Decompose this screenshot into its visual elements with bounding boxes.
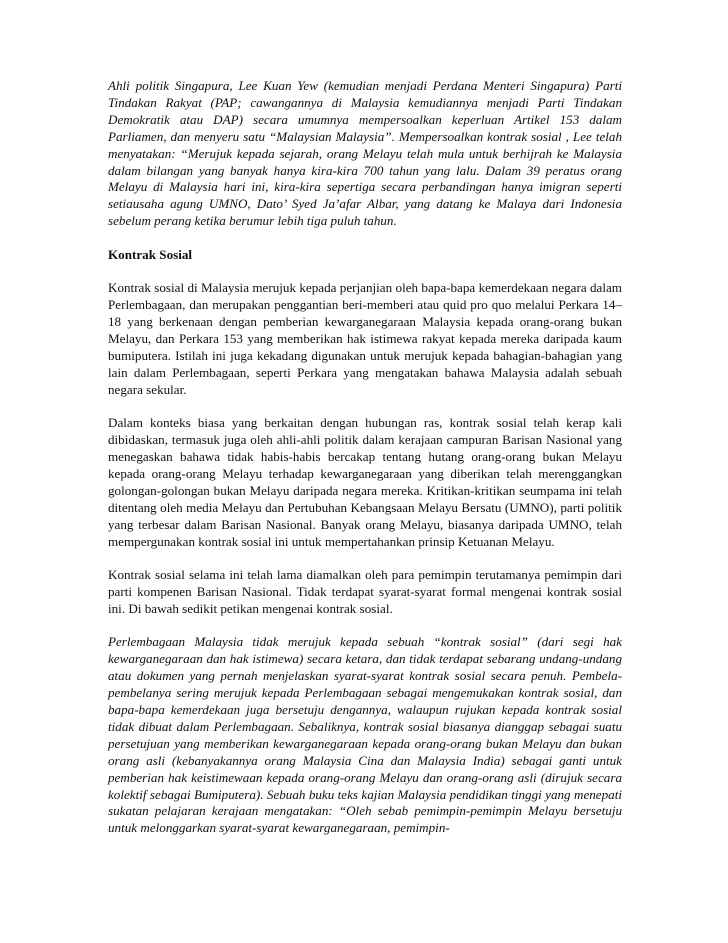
paragraph-definition: Kontrak sosial di Malaysia merujuk kepada perjanjian oleh bapa-bapa kemerdekaan negara dalam Perlembagaan, dan merupakan penggantian beri-memberi atau quid pro quo melalui Perkara 14–18 yang berkenaan dengan pemberian kewarganegaraan Malaysia kepada orang-orang bukan Melayu, dan Perkara 153 yang memberikan hak istimewa rakyat kepada mereka daripada kaum bumiputera. Istilah ini juga kekadang digunakan untuk merujuk kepada bahagian-bahagian yang lain dalam Perlembagaan, seperti Perkara yang mengatakan bahawa Malaysia adalah sebuah negara sekular. bbox=[108, 280, 622, 397]
section-heading: Kontrak Sosial bbox=[108, 246, 193, 262]
paragraph-lee-kuan-yew: Ahli politik Singapura, Lee Kuan Yew (kemudian menjadi Perdana Menteri Singapura) Parti Tindakan Rakyat (PAP; cawangannya di Malaysia kemudiannya menjadi Parti Tindakan Demokratik atau DAP) secara umumnya mempersoalkan keperluan Artikel 153 dalam Parliamen, dan menyeru satu “Malaysian Malaysia”. Mempersoalkan kontrak sosial , Lee telah menyatakan: “Merujuk kepada sejarah, orang Melayu telah mula untuk berhijrah ke Malaysia dalam bilangan yang banyak hanya kira-kira 700 tahun yang lalu. Dalam 39 peratus orang Melayu di Malaysia hari ini, kira-kira sepertiga secara perbandingan hanya imigran seperti setiausaha agung UMNO, Dato’ Syed Ja’afar Albar, yang datang ke Malaya dari Indonesia sebelum perang ketika berumur lebih tiga puluh tahun. bbox=[108, 78, 622, 229]
paragraph-criticism: Dalam konteks biasa yang berkaitan dengan hubungan ras, kontrak sosial telah kerap kali dibidaskan, termasuk juga oleh ahli-ahli politik dalam kerajaan campuran Barisan Nasional yang menegaskan bahawa tidak habis-habis bercakap tentang hutang orang-orang bukan Melayu kepada orang-orang Melayu terhadap kewarganegaraan yang diberikan telah merenggangkan golongan-golongan bukan Melayu daripada negara mereka. Kritikan-kritikan seumpama ini telah ditentang oleh media Melayu dan Pertubuhan Kebangsaan Melayu Bersatu (UMNO), parti politik yang terbesar dalam Barisan Nasional. Banyak orang Melayu, biasanya daripada UMNO, telah mempergunakan kontrak sosial ini untuk mempertahankan prinsip Ketuanan Melayu. bbox=[108, 415, 622, 549]
document-page bbox=[108, 78, 622, 854]
paragraph-quote: Perlembagaan Malaysia tidak merujuk kepada sebuah “kontrak sosial” (dari segi hak kewarganegaraan dan hak istimewa) secara ketara, dan tidak terdapat sebarang undang-undang atau dokumen yang pernah menjelaskan syarat-syarat kontrak sosial secara penuh. Pembela-pembelanya sering merujuk kepada Perlembagaan sebagai mengemukakan kontrak sosial, dan bapa-bapa kemerdekaan juga bersetuju dengannya, walaupun rujukan kepada kontrak sosial tidak dibuat dalam Perlembagaan. Sebaliknya, kontrak sosial biasanya dianggap sebagai suatu persetujuan yang memberikan kewarganegaraan kepada orang-orang bukan Melayu dan bukan orang asli (kebanyakannya orang Malaysia Cina dan Malaysia India) sebagai ganti untuk pemberian hak keistimewaan kepada orang-orang Melayu dan orang-orang asli (dirujuk secara kolektif sebagai Bumiputera). Sebuah buku teks kajian Malaysia pendidikan tinggi yang menepati sukatan pelajaran kerajaan mengatakan: “Oleh sebab pemimpin-pemimpin Melayu bersetuju untuk melonggarkan syarat-syarat kewarganegaraan, pemimpin- bbox=[108, 634, 622, 836]
paragraph-practice: Kontrak sosial selama ini telah lama diamalkan oleh para pemimpin terutamanya pemimpin dari parti kompenen Barisan Nasional. Tidak terdapat syarat-syarat formal mengenai kontrak sosial ini. Di bawah sedikit petikan mengenai kontrak sosial. bbox=[108, 567, 622, 616]
